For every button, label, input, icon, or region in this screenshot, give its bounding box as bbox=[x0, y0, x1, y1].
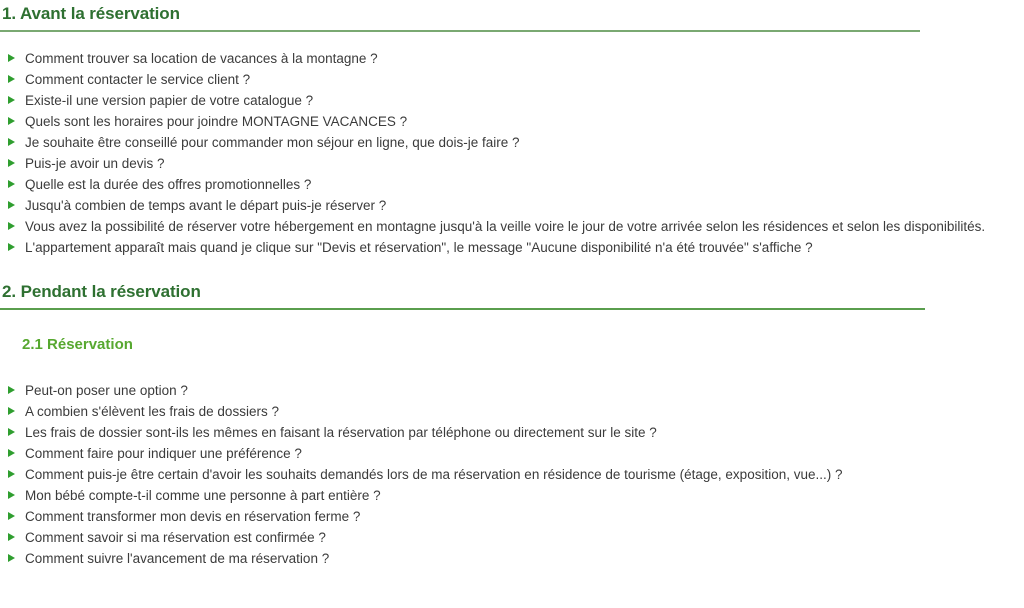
triangle-right-icon bbox=[8, 428, 15, 436]
faq-link-label: A combien s'élèvent les frais de dossiers ? bbox=[25, 404, 279, 419]
spacer bbox=[0, 310, 1024, 336]
faq-link-label: Comment puis-je être certain d'avoir les souhaits demandés lors de ma réservation en résidence de tourisme (étage, exposition, vue...) ? bbox=[25, 467, 843, 482]
faq-link-item[interactable] bbox=[0, 422, 1024, 443]
section-1-heading: 1. Avant la réservation bbox=[2, 4, 180, 23]
faq-link-item[interactable] bbox=[0, 237, 1024, 258]
faq-link-item[interactable] bbox=[0, 380, 1024, 401]
subsection-2-1-heading: 2.1 Réservation bbox=[22, 336, 133, 353]
faq-link-item[interactable] bbox=[0, 548, 1024, 569]
triangle-right-icon bbox=[8, 512, 15, 520]
faq-link-item[interactable] bbox=[0, 132, 1024, 153]
faq-link-label: Quelle est la durée des offres promotionnelles ? bbox=[25, 177, 312, 192]
faq-link-label: Peut-on poser une option ? bbox=[25, 383, 188, 398]
faq-link-item[interactable] bbox=[0, 485, 1024, 506]
triangle-right-icon bbox=[8, 117, 15, 125]
section-2-heading: 2. Pendant la réservation bbox=[2, 282, 201, 301]
triangle-right-icon bbox=[8, 533, 15, 541]
faq-link-label: Les frais de dossier sont-ils les mêmes en faisant la réservation par téléphone ou directement sur le site ? bbox=[25, 425, 657, 440]
faq-link-item[interactable] bbox=[0, 506, 1024, 527]
faq-list-subsection-2-1 bbox=[0, 380, 1024, 569]
faq-link-item[interactable] bbox=[0, 174, 1024, 195]
triangle-right-icon bbox=[8, 138, 15, 146]
faq-link-item[interactable] bbox=[0, 111, 1024, 132]
faq-link-item[interactable] bbox=[0, 443, 1024, 464]
triangle-right-icon bbox=[8, 407, 15, 415]
faq-link-label: Jusqu'à combien de temps avant le départ puis-je réserver ? bbox=[25, 198, 387, 213]
faq-link-item[interactable] bbox=[0, 48, 1024, 69]
faq-link-label: Existe-il une version papier de votre catalogue ? bbox=[25, 93, 314, 108]
faq-link-item[interactable] bbox=[0, 464, 1024, 485]
spacer bbox=[0, 354, 1024, 380]
faq-link-label: Comment suivre l'avancement de ma réservation ? bbox=[25, 551, 330, 566]
faq-link-label: Je souhaite être conseillé pour commander mon séjour en ligne, que dois-je faire ? bbox=[25, 135, 520, 150]
triangle-right-icon bbox=[8, 54, 15, 62]
spacer bbox=[0, 258, 1024, 278]
faq-link-item[interactable] bbox=[0, 69, 1024, 90]
triangle-right-icon bbox=[8, 222, 15, 230]
triangle-right-icon bbox=[8, 75, 15, 83]
faq-section-2 bbox=[0, 278, 1024, 569]
faq-link-label: Comment savoir si ma réservation est confirmée ? bbox=[25, 530, 326, 545]
faq-list-section-1 bbox=[0, 48, 1024, 258]
triangle-right-icon bbox=[8, 554, 15, 562]
triangle-right-icon bbox=[8, 491, 15, 499]
triangle-right-icon bbox=[8, 159, 15, 167]
faq-link-item[interactable] bbox=[0, 527, 1024, 548]
faq-link-item[interactable] bbox=[0, 153, 1024, 174]
faq-link-label: Puis-je avoir un devis ? bbox=[25, 156, 165, 171]
faq-link-item[interactable] bbox=[0, 195, 1024, 216]
spacer bbox=[0, 32, 1024, 48]
faq-link-label: Comment trouver sa location de vacances à la montagne ? bbox=[25, 51, 378, 66]
triangle-right-icon bbox=[8, 449, 15, 457]
faq-link-label: Comment faire pour indiquer une préférence ? bbox=[25, 446, 302, 461]
faq-link-label: Comment transformer mon devis en réservation ferme ? bbox=[25, 509, 361, 524]
triangle-right-icon bbox=[8, 201, 15, 209]
triangle-right-icon bbox=[8, 96, 15, 104]
faq-link-item[interactable] bbox=[0, 90, 1024, 111]
triangle-right-icon bbox=[8, 243, 15, 251]
faq-link-label: Vous avez la possibilité de réserver votre hébergement en montagne jusqu'à la veille voire le jour de votre arrivée selon les résidences et selon les disponibilités. bbox=[25, 219, 986, 234]
faq-link-label: Comment contacter le service client ? bbox=[25, 72, 251, 87]
faq-link-item[interactable] bbox=[0, 401, 1024, 422]
faq-link-label: Quels sont les horaires pour joindre MONTAGNE VACANCES ? bbox=[25, 114, 408, 129]
triangle-right-icon bbox=[8, 180, 15, 188]
faq-link-label: Mon bébé compte-t-il comme une personne à part entière ? bbox=[25, 488, 381, 503]
triangle-right-icon bbox=[8, 386, 15, 394]
faq-link-item[interactable] bbox=[0, 216, 1024, 237]
faq-link-label: L'appartement apparaît mais quand je clique sur "Devis et réservation", le message "Aucune disponibilité n'a été trouvée" s'affiche ? bbox=[25, 240, 813, 255]
faq-section-1 bbox=[0, 0, 1024, 258]
triangle-right-icon bbox=[8, 470, 15, 478]
